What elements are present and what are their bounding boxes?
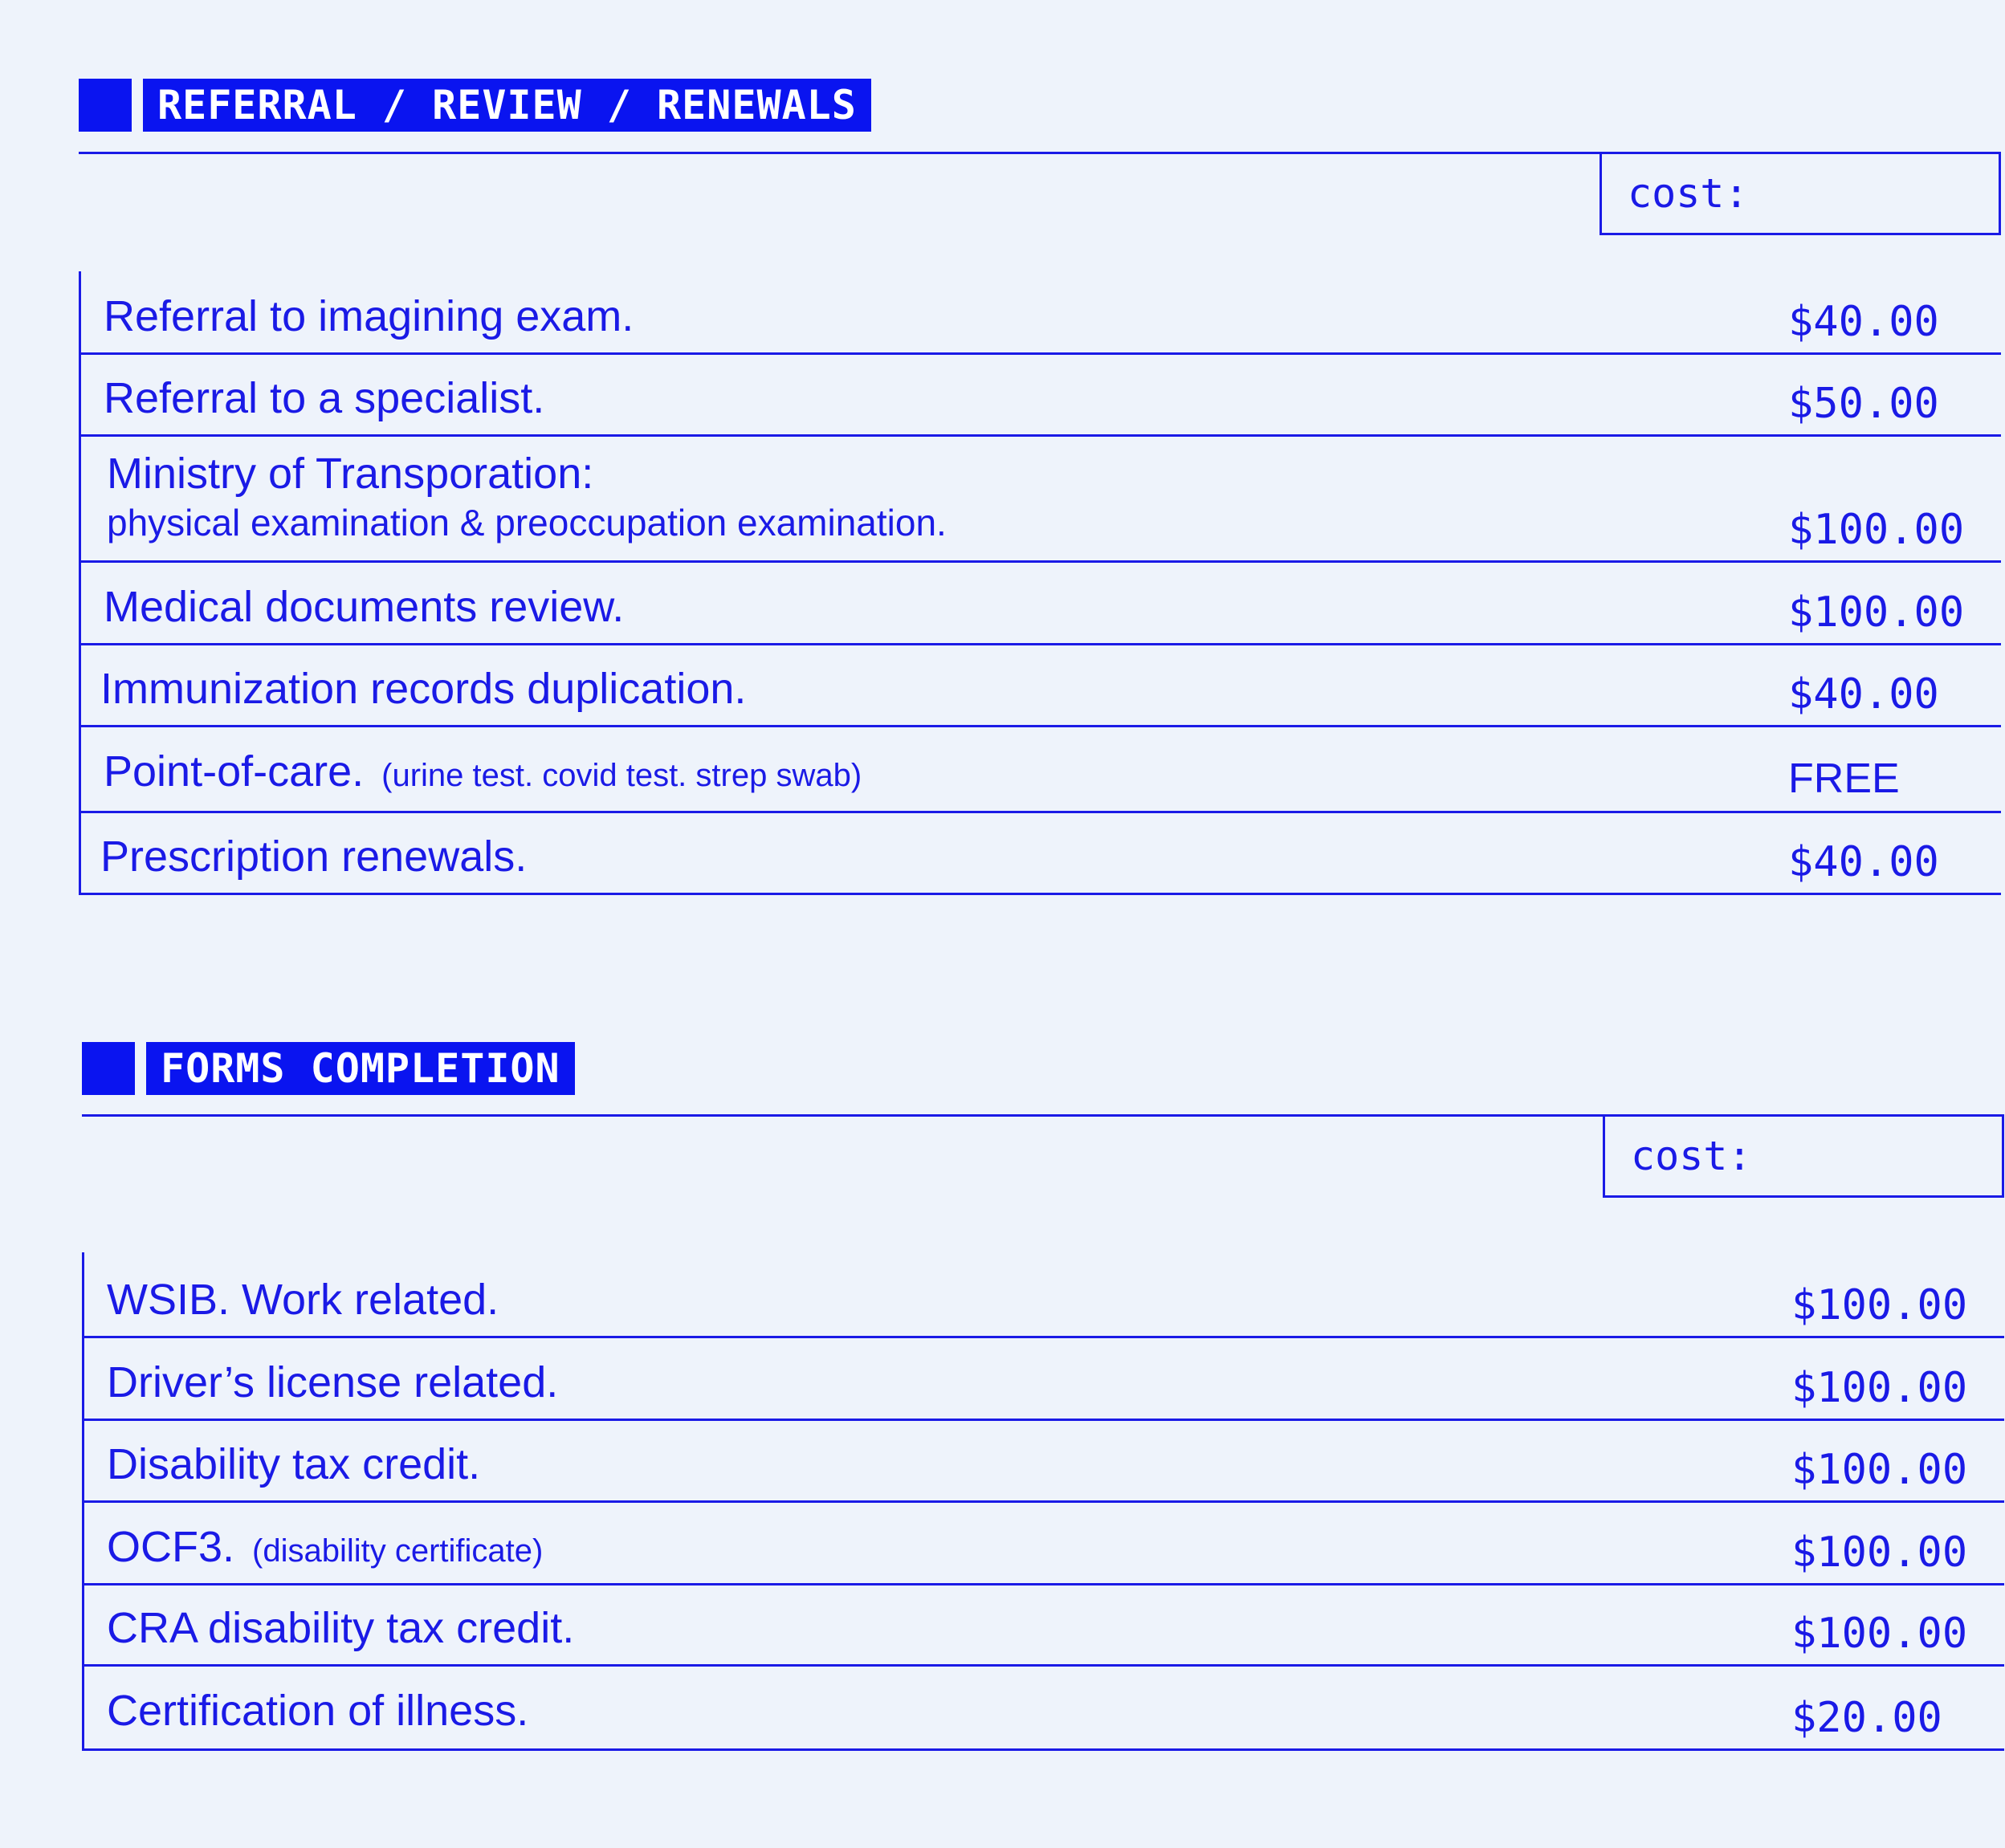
item-label-group [107,448,947,546]
list-item [81,271,2001,355]
section-marker [79,79,132,132]
price-list [82,1252,2004,1751]
item-label: Referral to imagining exam. [104,292,634,340]
item-price: $100.00 [1788,588,1965,637]
item-label: Point-of-care. [104,747,365,796]
list-item [81,727,2001,813]
list-item [84,1252,2004,1338]
cost-header: cost: [1600,152,2001,235]
item-price: $100.00 [1788,506,1965,554]
item-price: $40.00 [1788,838,1939,886]
item-label: Ministry of Transporation: [107,450,594,498]
section-title: FORMS COMPLETION [146,1042,575,1095]
item-label: WSIB. Work related. [107,1276,499,1324]
item-price: $100.00 [1791,1528,1968,1577]
list-item [81,355,2001,437]
list-item [84,1503,2004,1585]
item-price: $50.00 [1788,380,1939,428]
list-item [81,437,2001,563]
list-item [81,813,2001,895]
cost-header: cost: [1603,1114,2004,1198]
section-title: REFERRAL / REVIEW / RENEWALS [143,79,871,132]
list-item [84,1338,2004,1421]
item-label: Driver’s license related. [107,1358,559,1406]
item-price: $100.00 [1791,1281,1968,1329]
item-label: Referral to a specialist. [104,374,545,422]
item-label: Prescription renewals. [100,832,528,881]
item-label: OCF3. [107,1523,235,1571]
item-label: Medical documents review. [104,583,625,631]
list-item [84,1421,2004,1503]
list-item [84,1667,2004,1751]
list-item [81,645,2001,727]
item-label-group [107,1522,543,1572]
item-label: Certification of illness. [107,1687,529,1735]
item-label: CRA disability tax credit. [107,1604,575,1652]
item-price: $100.00 [1791,1610,1968,1658]
item-note: (disability certificate) [252,1533,544,1569]
item-label: Disability tax credit. [107,1440,481,1488]
item-sublabel: physical examination & preoccupation examination. [107,502,947,543]
item-note: (urine test. covid test. strep swab) [381,758,862,793]
item-label-group [104,747,862,796]
item-price: $100.00 [1791,1446,1968,1494]
item-price: $100.00 [1791,1364,1968,1412]
item-price: $20.00 [1791,1694,1942,1742]
item-price: $40.00 [1788,298,1939,346]
list-item [84,1585,2004,1667]
section-marker [82,1042,135,1095]
list-item [81,563,2001,645]
item-price: $40.00 [1788,670,1939,718]
price-list [79,271,2001,895]
item-label: Immunization records duplication. [100,665,747,713]
item-price: FREE [1788,755,1900,802]
